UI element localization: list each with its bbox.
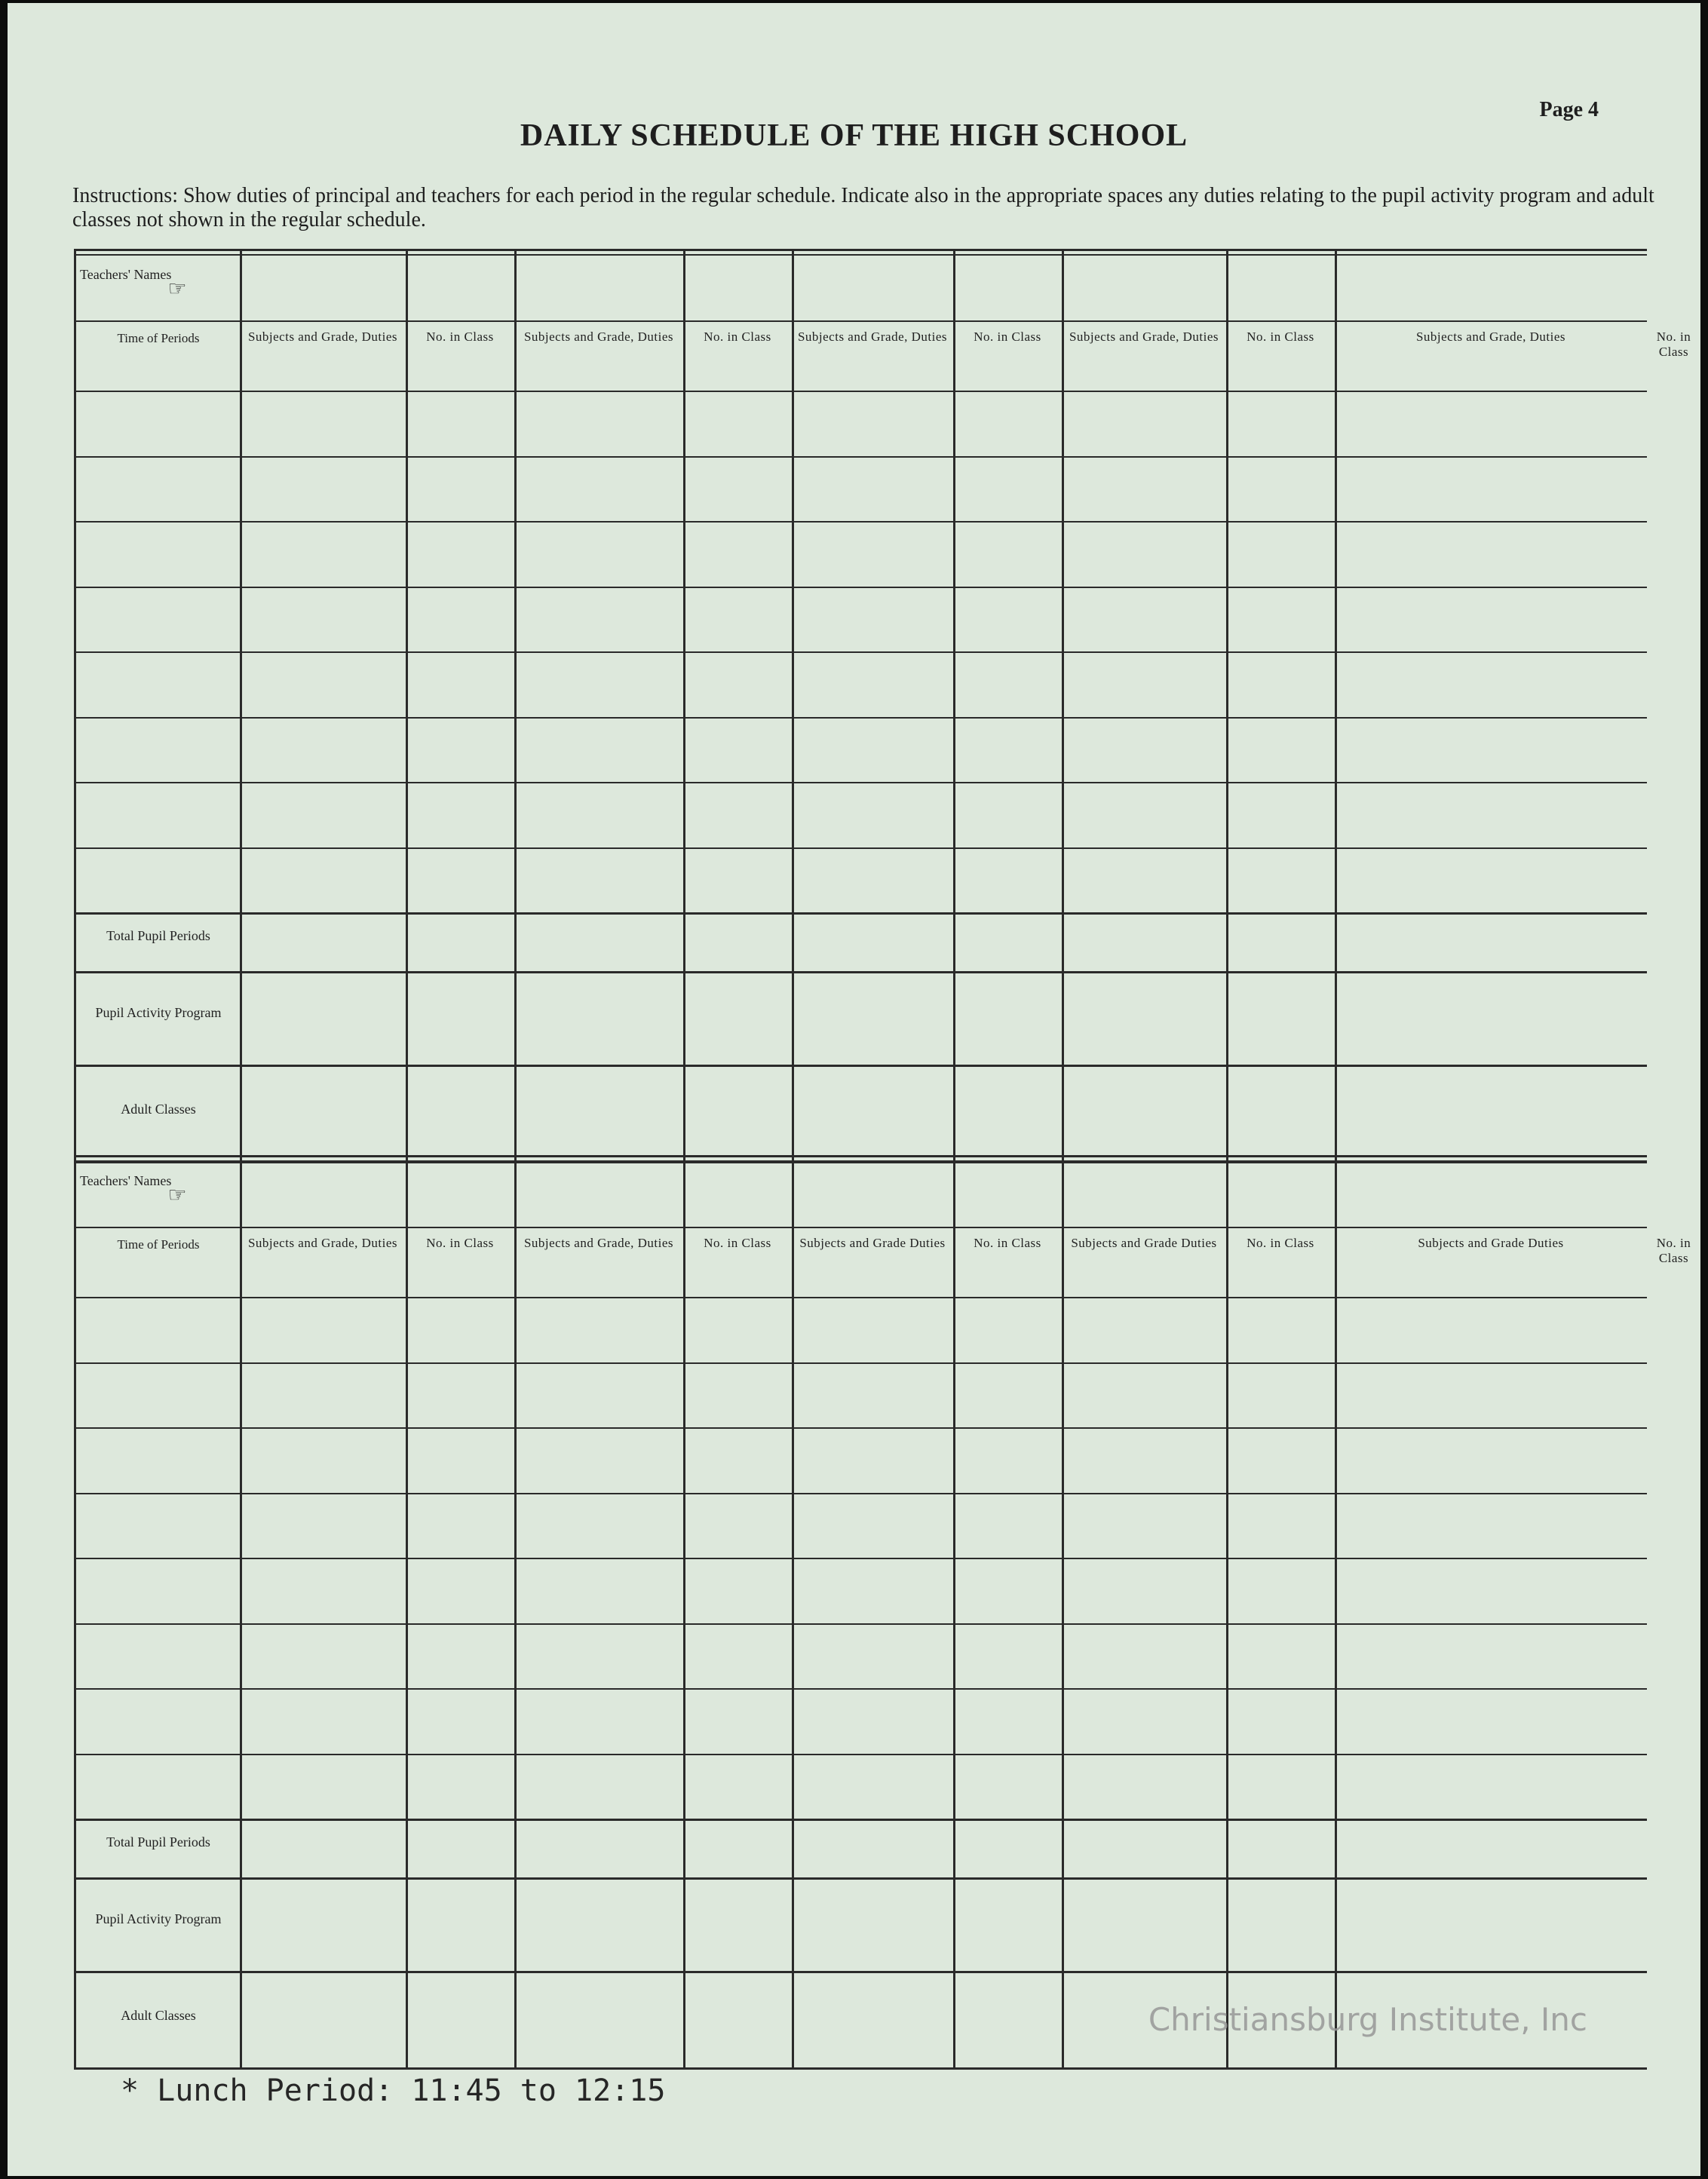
section2-no-in-class-header: No. in Class <box>1247 1236 1314 1250</box>
section2-hline <box>74 1819 1647 1821</box>
section1-no-in-class-header: No. in Class <box>704 329 771 344</box>
page-number: Page 4 <box>1539 98 1599 121</box>
section1-hline <box>74 717 1647 719</box>
section2-no-in-class-header: No. in Class <box>1656 1236 1691 1265</box>
section2-adult-label: Adult Classes <box>121 2008 196 2023</box>
section1-activity-label: Pupil Activity Program <box>95 1005 222 1020</box>
section2-vline <box>1335 1155 1337 2067</box>
section1-hline <box>74 971 1647 973</box>
section1-subjects-header: Subjects and Grade, Duties <box>1415 329 1566 344</box>
section2-activity-label: Pupil Activity Program <box>95 1911 222 1926</box>
watermark: Christiansburg Institute, Inc <box>1148 2001 1587 2038</box>
section2-subjects-header: Subjects and Grade, Duties <box>523 1236 674 1250</box>
section1-no-in-class-header: No. in Class <box>426 329 494 344</box>
section1-no-in-class-header: No. in Class <box>974 329 1041 344</box>
section1-hline <box>74 651 1647 653</box>
section1-vline <box>240 249 242 1161</box>
section1-hline <box>74 521 1647 523</box>
section1-hline <box>74 254 1647 256</box>
section2-subjects-header: Subjects and Grade Duties <box>1071 1236 1217 1250</box>
section2-hline <box>74 1688 1647 1690</box>
section1-vline <box>1226 249 1228 1161</box>
section1-hline <box>74 320 1647 322</box>
section2-hline <box>74 1227 1647 1228</box>
section2-subjects-header: Subjects and Grade, Duties <box>247 1236 398 1250</box>
section1-vline <box>74 249 76 1161</box>
section1-hline <box>74 847 1647 849</box>
section2-vline <box>1062 1155 1064 2067</box>
document-page <box>8 3 1700 2176</box>
section2-subjects-header: Subjects and Grade Duties <box>1418 1236 1564 1250</box>
section1-vline <box>953 249 955 1161</box>
section2-time-label: Time of Periods <box>117 1237 200 1252</box>
section2-hline <box>74 1558 1647 1559</box>
section2-hline <box>74 1493 1647 1494</box>
section1-adult-label: Adult Classes <box>121 1102 196 1117</box>
section2-vline <box>514 1155 517 2067</box>
section2-vline <box>240 1155 242 2067</box>
section2-no-in-class-header: No. in Class <box>704 1236 771 1250</box>
section1-hline <box>74 587 1647 588</box>
section1-vline <box>1335 249 1337 1161</box>
section1-no-in-class-header: No. in Class <box>1247 329 1314 344</box>
section1-vline <box>514 249 517 1161</box>
section1-vline <box>406 249 408 1161</box>
section2-teachers-names-label: Teachers' Names <box>80 1173 172 1188</box>
section2-no-in-class-header: No. in Class <box>974 1236 1041 1250</box>
section2-vline <box>406 1155 408 2067</box>
section2-subjects-header: Subjects and Grade Duties <box>799 1236 946 1250</box>
section2-hline <box>74 1971 1647 1973</box>
section1-hline <box>74 456 1647 458</box>
section1-hline <box>74 391 1647 392</box>
section2-hline <box>74 1362 1647 1364</box>
lunch-footnote: * Lunch Period: 11:45 to 12:15 <box>121 2073 666 2108</box>
section2-vline <box>683 1155 685 2067</box>
section2-hline <box>74 2067 1647 2070</box>
section2-hline <box>74 1877 1647 1880</box>
section2-total-label: Total Pupil Periods <box>106 1834 210 1850</box>
section1-pointer-icon: ☞ <box>167 277 187 301</box>
section1-subjects-header: Subjects and Grade, Duties <box>1069 329 1219 344</box>
section2-hline <box>74 1160 1647 1162</box>
section1-no-in-class-header: No. in Class <box>1656 329 1691 359</box>
section2-vline <box>74 1155 76 2067</box>
section2-no-in-class-header: No. in Class <box>426 1236 494 1250</box>
section1-vline <box>792 249 794 1161</box>
section1-hline <box>74 249 1647 251</box>
section2-hline <box>74 1427 1647 1429</box>
section2-vline <box>792 1155 794 2067</box>
section1-vline <box>1062 249 1064 1161</box>
section1-subjects-header: Subjects and Grade, Duties <box>247 329 398 344</box>
section2-hline <box>74 1297 1647 1298</box>
section2-vline <box>1226 1155 1228 2067</box>
section1-subjects-header: Subjects and Grade, Duties <box>797 329 948 344</box>
section2-pointer-icon: ☞ <box>167 1184 187 1207</box>
section1-time-label: Time of Periods <box>117 331 200 345</box>
section2-vline <box>953 1155 955 2067</box>
section1-hline <box>74 782 1647 783</box>
section2-hline <box>74 1155 1647 1157</box>
section1-hline <box>74 912 1647 915</box>
section1-hline <box>74 1065 1647 1067</box>
section1-total-label: Total Pupil Periods <box>106 928 210 943</box>
section1-subjects-header: Subjects and Grade, Duties <box>523 329 674 344</box>
page-title: DAILY SCHEDULE OF THE HIGH SCHOOL <box>520 118 1188 153</box>
section1-vline <box>683 249 685 1161</box>
section1-teachers-names-label: Teachers' Names <box>80 267 172 282</box>
section2-hline <box>74 1754 1647 1755</box>
section2-hline <box>74 1623 1647 1625</box>
instructions: Instructions: Show duties of principal and teachers for each period in the regular schedule. Indicate also in the appropriate spaces any duties relating to the pupil activity program and adult classes not shown in the regular schedule. <box>72 184 1654 231</box>
